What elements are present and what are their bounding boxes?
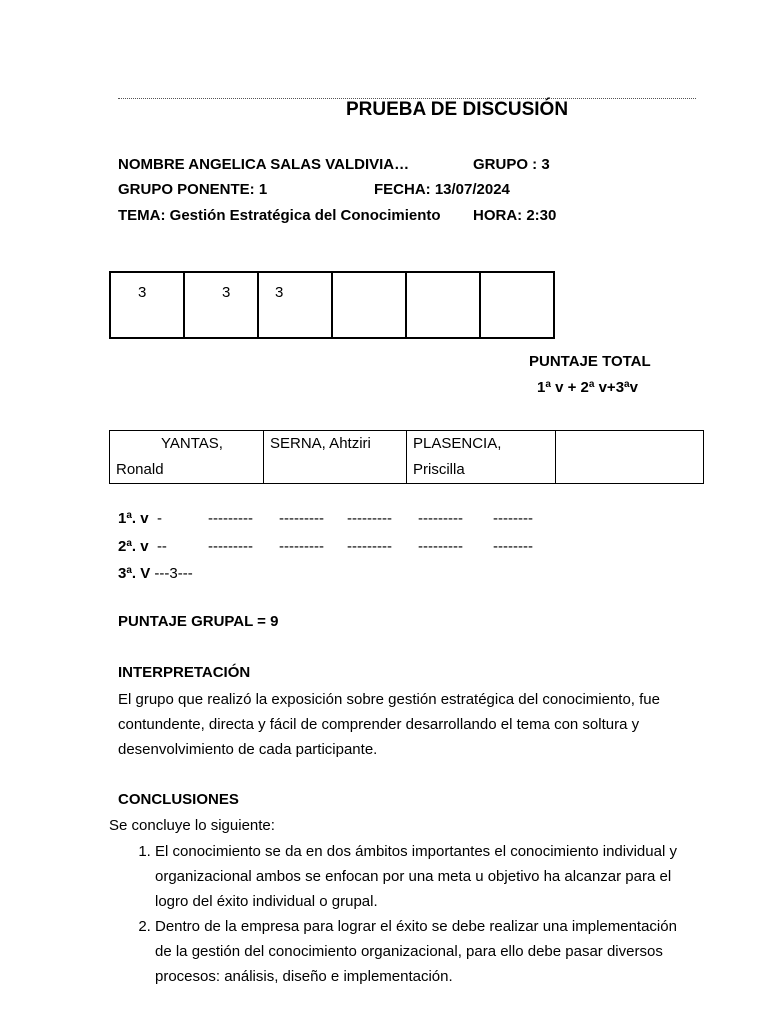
student-name: NOMBRE ANGELICA SALAS VALDIVIA… [118,156,410,173]
total-score-label: PUNTAJE TOTAL [529,353,651,370]
conclusions-list [110,839,755,989]
list-item: 1. El conocimiento se da en dos ámbitos importantes el conocimiento individual y organizacional ambos se enfocan por una meta u objetivo ha alcanzar para el logro del éxito individual o grupal. [155,839,755,914]
total-score-formula: 1$^a$ $v + 2^a$ $v+3^av$ [537,379,638,396]
vote-row-1: 1$^a$. v - --------- --------- --------- --------- -------- [118,510,533,527]
score-cell [332,272,406,338]
group-number: GRUPO : 3 [473,156,550,173]
score-cell: 3 [110,272,184,338]
score-cell [406,272,480,338]
participants-table [109,430,704,484]
topic: TEMA: Gestión Estratégica del Conocimiento [118,207,441,224]
presenting-group: GRUPO PONENTE: 1 [118,181,268,198]
participant-cell: PLASENCIA, Priscilla [407,431,556,484]
vote-row-2: 2$^a$. v -- --------- --------- --------- --------- -------- [118,538,533,555]
vote-row-3: 3$^a$. V ---3--- [118,565,193,582]
conclusions-heading: CONCLUSIONES [118,791,239,808]
participant-cell [556,431,704,484]
participant-cell: YANTAS, Ronald [110,431,264,484]
page-title: PRUEBA DE DISCUSIÓN [346,99,569,120]
participant-cell: SERNA, Ahtziri [264,431,407,484]
score-table [109,271,555,339]
time: HORA: 2:30 [473,207,557,224]
score-cell: 3 [258,272,332,338]
score-cell [480,272,554,338]
group-score: PUNTAJE GRUPAL = 9 [118,613,279,630]
list-item: 2. Dentro de la empresa para lograr el éxito se debe realizar una implementación de la gestión del conocimiento organizacional, para ello debe pasar diversos procesos: análisis, diseño e implementación. [155,914,755,989]
interpretation-heading: INTERPRETACIÓN [118,664,251,681]
date: FECHA: 13/07/2024 [374,181,510,198]
score-cell: 3 [184,272,258,338]
conclusions-intro: Se concluye lo siguiente: [109,817,275,834]
interpretation-text: El grupo que realizó la exposición sobre gestión estratégica del conocimiento, fue contundente, directa y fácil de comprender desarrollando el tema con soltura y desenvolvimiento de cada participante. [118,691,660,758]
